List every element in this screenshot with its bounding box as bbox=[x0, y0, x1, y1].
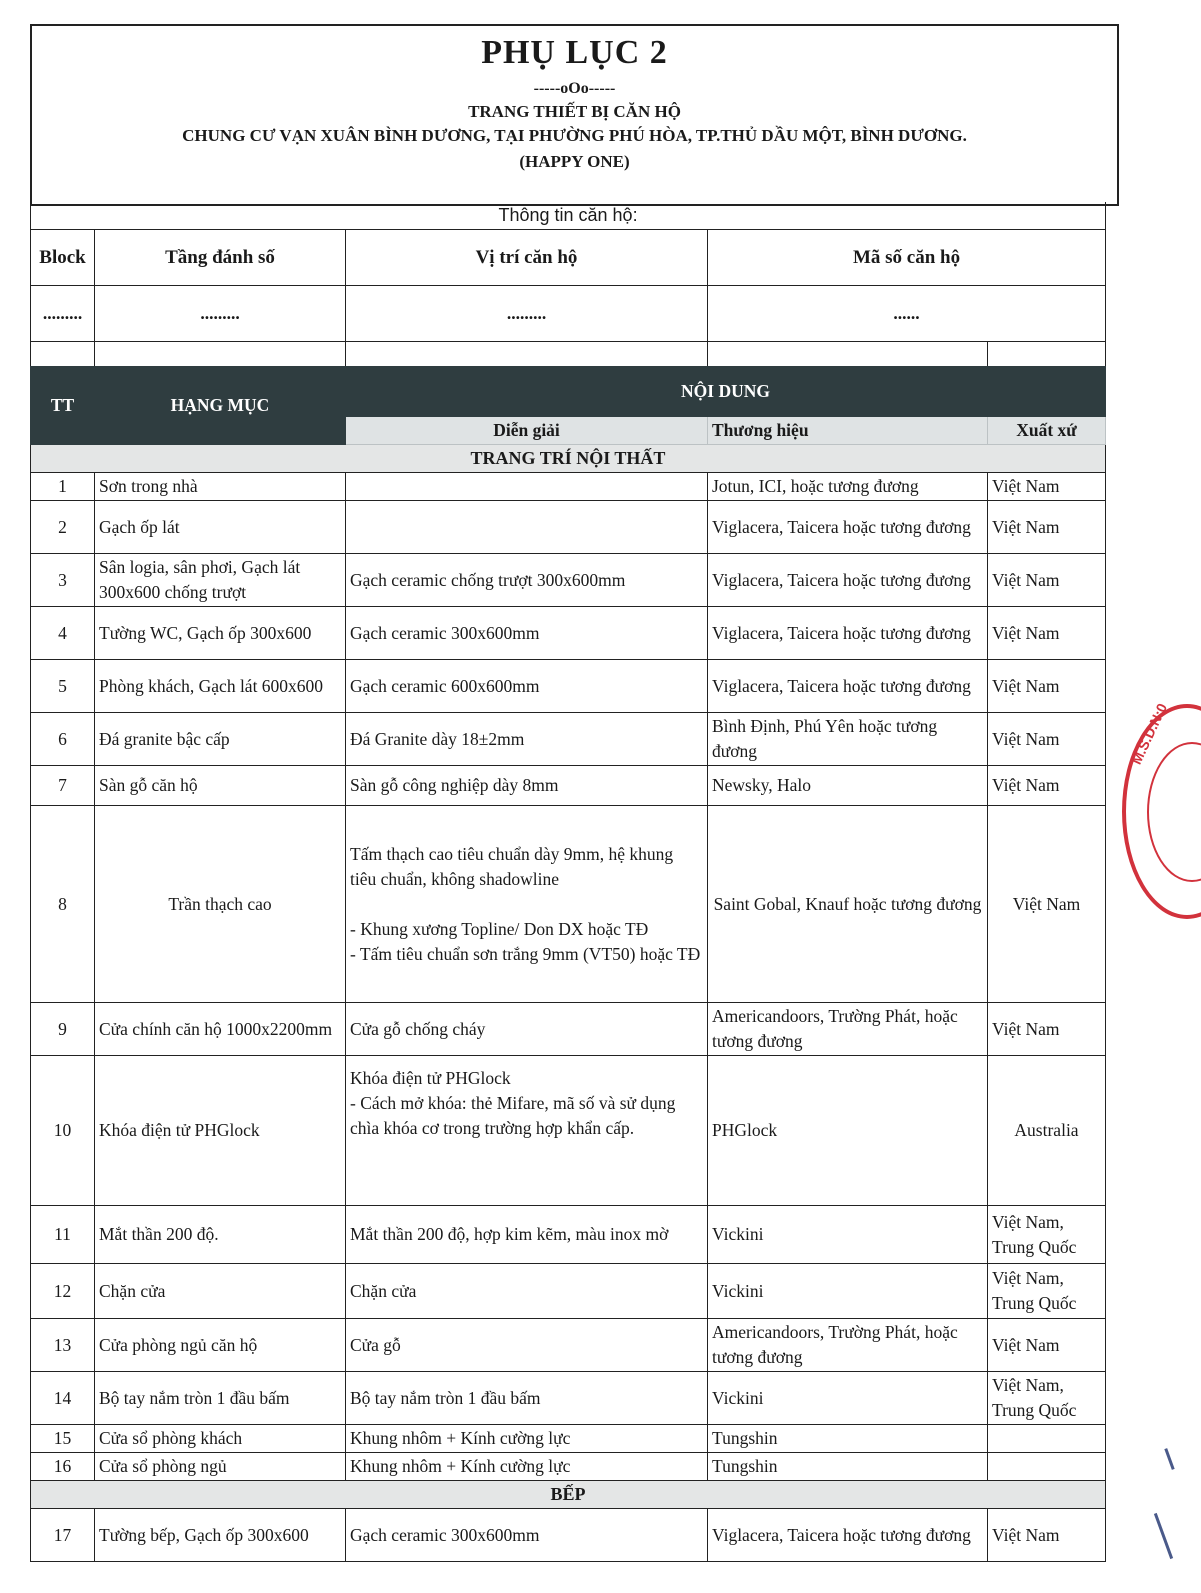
row-origin: Việt Nam bbox=[988, 1319, 1106, 1372]
apartment-info-table bbox=[30, 202, 1106, 367]
pen-mark bbox=[1154, 1513, 1173, 1559]
row-description: Bộ tay nắm tròn 1 đầu bấm bbox=[346, 1372, 708, 1425]
row-number: 14 bbox=[31, 1372, 95, 1425]
row-number: 8 bbox=[31, 806, 95, 1003]
row-item: Sơn trong nhà bbox=[95, 473, 346, 501]
row-description: Chặn cửa bbox=[346, 1264, 708, 1319]
table-row bbox=[31, 501, 1106, 554]
row-origin: Việt Nam bbox=[988, 501, 1106, 554]
row-origin: Việt Nam bbox=[988, 1509, 1106, 1562]
project-brand: (HAPPY ONE) bbox=[519, 152, 630, 171]
table-row bbox=[31, 607, 1106, 660]
row-brand: Vickini bbox=[708, 1372, 988, 1425]
row-brand: Tungshin bbox=[708, 1453, 988, 1481]
subtitle: TRANG THIẾT BỊ CĂN HỘ bbox=[468, 102, 681, 121]
title-separator: -----oOo----- bbox=[533, 80, 616, 97]
header-item: HẠNG MỤC bbox=[95, 367, 346, 445]
row-description bbox=[346, 473, 708, 501]
row-item: Tường WC, Gạch ốp 300x600 bbox=[95, 607, 346, 660]
row-description: Gạch ceramic 300x600mm bbox=[346, 607, 708, 660]
row-number: 13 bbox=[31, 1319, 95, 1372]
floor-value: ......... bbox=[95, 286, 346, 342]
block-value: ......... bbox=[31, 286, 95, 342]
row-origin: Việt Nam bbox=[988, 766, 1106, 806]
table-row bbox=[31, 766, 1106, 806]
table-row bbox=[31, 713, 1106, 766]
page-title: PHỤ LỤC 2 bbox=[481, 34, 668, 71]
row-origin: Việt Nam bbox=[988, 473, 1106, 501]
row-brand: Vickini bbox=[708, 1206, 988, 1264]
row-description: Gạch ceramic chống trượt 300x600mm bbox=[346, 554, 708, 607]
table-row bbox=[31, 1319, 1106, 1372]
row-number: 6 bbox=[31, 713, 95, 766]
header-origin: Xuất xứ bbox=[988, 417, 1106, 445]
row-number: 2 bbox=[31, 501, 95, 554]
row-number: 16 bbox=[31, 1453, 95, 1481]
row-item: Chặn cửa bbox=[95, 1264, 346, 1319]
row-brand: Tungshin bbox=[708, 1425, 988, 1453]
row-brand: Viglacera, Taicera hoặc tương đương bbox=[708, 554, 988, 607]
table-row bbox=[31, 1056, 1106, 1206]
row-description: Gạch ceramic 300x600mm bbox=[346, 1509, 708, 1562]
row-origin: Việt Nam, Trung Quốc bbox=[988, 1264, 1106, 1319]
pen-mark bbox=[1164, 1448, 1174, 1470]
row-brand: Viglacera, Taicera hoặc tương đương bbox=[708, 660, 988, 713]
row-origin bbox=[988, 1425, 1106, 1453]
blank-cell bbox=[95, 342, 346, 367]
col-position: Vị trí căn hộ bbox=[346, 230, 708, 286]
blank-cell bbox=[988, 342, 1106, 367]
row-description: Gạch ceramic 600x600mm bbox=[346, 660, 708, 713]
appendix-sheet bbox=[30, 24, 1122, 1580]
row-origin: Việt Nam bbox=[988, 1003, 1106, 1056]
row-origin: Việt Nam bbox=[988, 554, 1106, 607]
header-content: NỘI DUNG bbox=[346, 367, 1106, 417]
table-row bbox=[31, 1509, 1106, 1562]
row-number: 1 bbox=[31, 473, 95, 501]
blank-cell bbox=[708, 342, 988, 367]
code-value: ...... bbox=[708, 286, 1106, 342]
row-origin: Việt Nam bbox=[988, 607, 1106, 660]
row-brand: PHGlock bbox=[708, 1056, 988, 1206]
row-item: Trần thạch cao bbox=[95, 806, 346, 1003]
table-row bbox=[31, 660, 1106, 713]
table-row bbox=[31, 1206, 1106, 1264]
row-description: Khung nhôm + Kính cường lực bbox=[346, 1453, 708, 1481]
row-number: 4 bbox=[31, 607, 95, 660]
row-item: Gạch ốp lát bbox=[95, 501, 346, 554]
company-seal-text: M.S.D.N:0 bbox=[1128, 700, 1171, 767]
row-number: 7 bbox=[31, 766, 95, 806]
position-value: ......... bbox=[346, 286, 708, 342]
row-item: Đá granite bậc cấp bbox=[95, 713, 346, 766]
row-brand: Viglacera, Taicera hoặc tương đương bbox=[708, 607, 988, 660]
header-description: Diễn giải bbox=[346, 417, 708, 445]
row-description: Cửa gỗ chống cháy bbox=[346, 1003, 708, 1056]
table-row bbox=[31, 806, 1106, 1003]
row-number: 10 bbox=[31, 1056, 95, 1206]
row-description: Khóa điện tử PHGlock - Cách mở khóa: thẻ Mifare, mã số và sử dụng chìa khóa cơ trong trường hợp khẩn cấp. bbox=[346, 1056, 708, 1206]
row-description: Đá Granite dày 18±2mm bbox=[346, 713, 708, 766]
row-brand: Viglacera, Taicera hoặc tương đương bbox=[708, 1509, 988, 1562]
row-item: Cửa sổ phòng khách bbox=[95, 1425, 346, 1453]
table-row bbox=[31, 1425, 1106, 1453]
row-item: Cửa chính căn hộ 1000x2200mm bbox=[95, 1003, 346, 1056]
table-row bbox=[31, 1264, 1106, 1319]
row-brand: Bình Định, Phú Yên hoặc tương đương bbox=[708, 713, 988, 766]
col-floor: Tầng đánh số bbox=[95, 230, 346, 286]
row-brand: Saint Gobal, Knauf hoặc tương đương bbox=[708, 806, 988, 1003]
row-number: 3 bbox=[31, 554, 95, 607]
row-description: Cửa gỗ bbox=[346, 1319, 708, 1372]
row-item: Sàn gỗ căn hộ bbox=[95, 766, 346, 806]
row-number: 17 bbox=[31, 1509, 95, 1562]
table-row bbox=[31, 1453, 1106, 1481]
section-interior: TRANG TRÍ NỘI THẤT bbox=[31, 445, 1106, 473]
project-name: CHUNG CƯ VẠN XUÂN BÌNH DƯƠNG, TẠI PHƯỜNG PHÚ HÒA, TP.THỦ DẦU MỘT, BÌNH DƯƠNG. bbox=[182, 126, 967, 145]
row-item: Phòng khách, Gạch lát 600x600 bbox=[95, 660, 346, 713]
apartment-info-label: Thông tin căn hộ: bbox=[31, 202, 1106, 230]
col-block: Block bbox=[31, 230, 95, 286]
section-kitchen: BẾP bbox=[31, 1481, 1106, 1509]
row-brand: Newsky, Halo bbox=[708, 766, 988, 806]
row-number: 9 bbox=[31, 1003, 95, 1056]
row-number: 12 bbox=[31, 1264, 95, 1319]
row-item: Khóa điện tử PHGlock bbox=[95, 1056, 346, 1206]
row-origin: Việt Nam, Trung Quốc bbox=[988, 1372, 1106, 1425]
row-description: Khung nhôm + Kính cường lực bbox=[346, 1425, 708, 1453]
row-description: Mắt thần 200 độ, hợp kim kẽm, màu inox mờ bbox=[346, 1206, 708, 1264]
title-frame bbox=[30, 24, 1119, 206]
header-tt: TT bbox=[31, 367, 95, 445]
row-origin: Việt Nam, Trung Quốc bbox=[988, 1206, 1106, 1264]
row-origin: Việt Nam bbox=[988, 713, 1106, 766]
row-item: Mắt thần 200 độ. bbox=[95, 1206, 346, 1264]
row-origin bbox=[988, 1453, 1106, 1481]
row-brand: Viglacera, Taicera hoặc tương đương bbox=[708, 501, 988, 554]
equipment-table bbox=[30, 366, 1106, 1562]
blank-cell bbox=[346, 342, 708, 367]
row-brand: Jotun, ICI, hoặc tương đương bbox=[708, 473, 988, 501]
table-row bbox=[31, 1003, 1106, 1056]
row-item: Sân logia, sân phơi, Gạch lát 300x600 chống trượt bbox=[95, 554, 346, 607]
row-description: Tấm thạch cao tiêu chuẩn dày 9mm, hệ khung tiêu chuẩn, không shadowline - Khung xương Topline/ Don DX hoặc TĐ - Tấm tiêu chuẩn sơn trắng 9mm (VT50) hoặc TĐ bbox=[346, 806, 708, 1003]
row-number: 15 bbox=[31, 1425, 95, 1453]
table-row bbox=[31, 1372, 1106, 1425]
col-code: Mã số căn hộ bbox=[708, 230, 1106, 286]
row-description: Sàn gỗ công nghiệp dày 8mm bbox=[346, 766, 708, 806]
row-description bbox=[346, 501, 708, 554]
table-row bbox=[31, 554, 1106, 607]
table-row bbox=[31, 473, 1106, 501]
row-number: 11 bbox=[31, 1206, 95, 1264]
row-brand: Vickini bbox=[708, 1264, 988, 1319]
row-origin: Việt Nam bbox=[988, 806, 1106, 1003]
row-item: Tường bếp, Gạch ốp 300x600 bbox=[95, 1509, 346, 1562]
header-brand: Thương hiệu bbox=[708, 417, 988, 445]
blank-cell bbox=[31, 342, 95, 367]
row-brand: Americandoors, Trường Phát, hoặc tương đương bbox=[708, 1319, 988, 1372]
row-origin: Australia bbox=[988, 1056, 1106, 1206]
row-origin: Việt Nam bbox=[988, 660, 1106, 713]
row-item: Bộ tay nắm tròn 1 đầu bấm bbox=[95, 1372, 346, 1425]
row-item: Cửa phòng ngủ căn hộ bbox=[95, 1319, 346, 1372]
row-number: 5 bbox=[31, 660, 95, 713]
row-brand: Americandoors, Trường Phát, hoặc tương đương bbox=[708, 1003, 988, 1056]
row-item: Cửa sổ phòng ngủ bbox=[95, 1453, 346, 1481]
